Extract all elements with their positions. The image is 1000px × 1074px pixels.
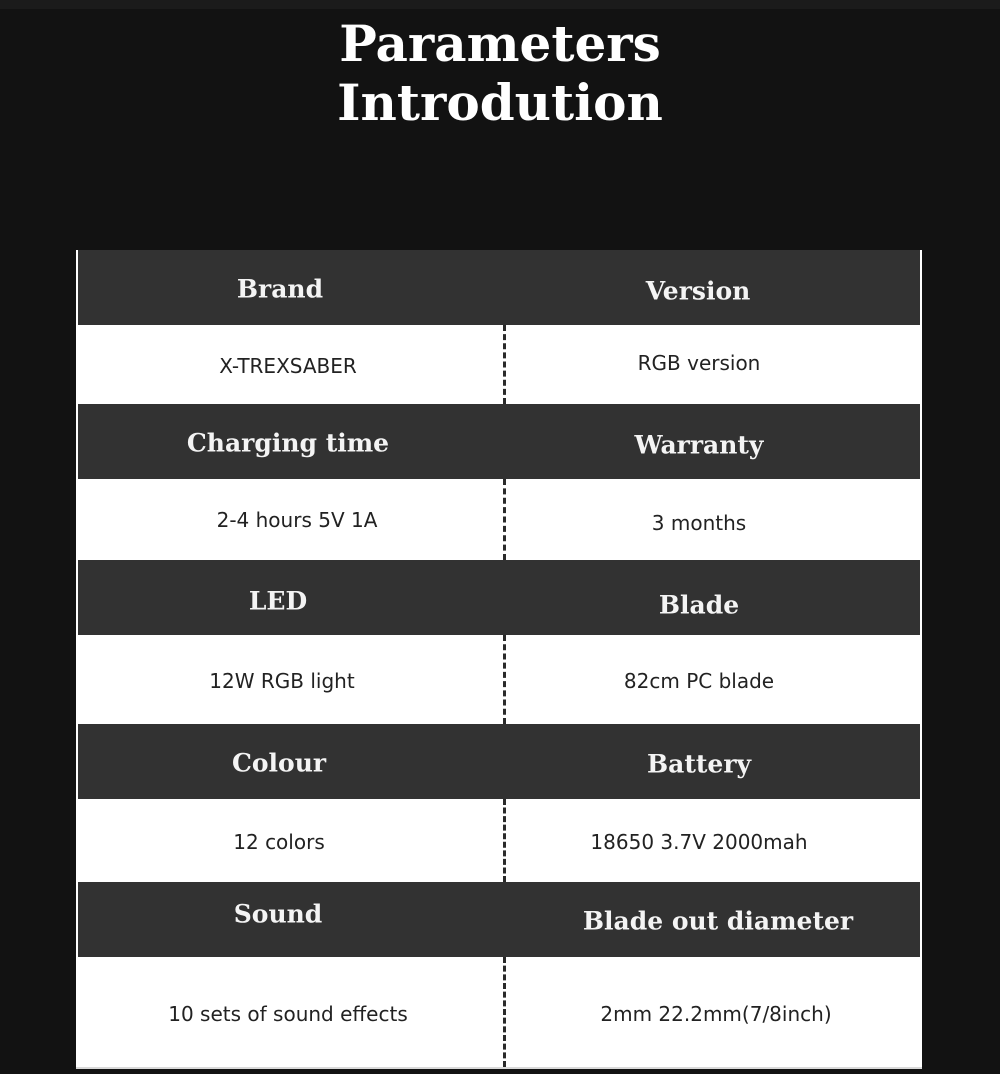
- parameters-table: [76, 250, 922, 1069]
- column-divider: [503, 635, 506, 724]
- value-charging-time: 2-4 hours 5V 1A: [216, 508, 378, 532]
- page-title-line-1: Parameters: [339, 14, 661, 73]
- value-sound: 10 sets of sound effects: [168, 1002, 408, 1026]
- value-row-led-blade: [78, 635, 920, 724]
- label-sound: Sound: [233, 899, 323, 929]
- table-bottom-edge: [76, 1067, 922, 1069]
- value-blade: 82cm PC blade: [623, 669, 775, 693]
- header-row-charging-warranty: [78, 404, 920, 479]
- top-border: [0, 0, 1000, 9]
- value-row-sound-diameter: [78, 957, 920, 1067]
- header-row-led-blade: [78, 560, 920, 635]
- column-divider: [503, 799, 506, 882]
- page-title-line-2: Introdution: [337, 73, 663, 132]
- column-divider: [503, 479, 506, 560]
- value-row-charging-warranty: [78, 479, 920, 560]
- header-row-brand-version: [78, 250, 920, 325]
- value-row-colour-battery: [78, 799, 920, 882]
- page-title: [0, 14, 1000, 132]
- label-warranty: Warranty: [634, 430, 764, 460]
- value-row-brand-version: [78, 325, 920, 404]
- column-divider: [503, 325, 506, 404]
- value-warranty: 3 months: [651, 511, 747, 535]
- label-blade: Blade: [658, 590, 740, 620]
- label-battery: Battery: [646, 749, 752, 779]
- label-blade-out-diameter: Blade out diameter: [582, 906, 854, 936]
- value-blade-out-diameter: 2mm 22.2mm(7/8inch): [600, 1002, 832, 1026]
- column-divider: [503, 957, 506, 1067]
- value-version: RGB version: [637, 351, 761, 375]
- value-battery: 18650 3.7V 2000mah: [590, 830, 808, 854]
- header-row-sound-diameter: [78, 882, 920, 957]
- header-row-colour-battery: [78, 724, 920, 799]
- value-led: 12W RGB light: [209, 669, 355, 693]
- label-charging-time: Charging time: [186, 428, 390, 458]
- label-version: Version: [645, 276, 751, 306]
- label-led: LED: [248, 586, 308, 616]
- value-brand: X-TREXSABER: [219, 354, 357, 378]
- label-colour: Colour: [231, 748, 327, 778]
- label-brand: Brand: [236, 274, 324, 304]
- value-colour: 12 colors: [233, 830, 325, 854]
